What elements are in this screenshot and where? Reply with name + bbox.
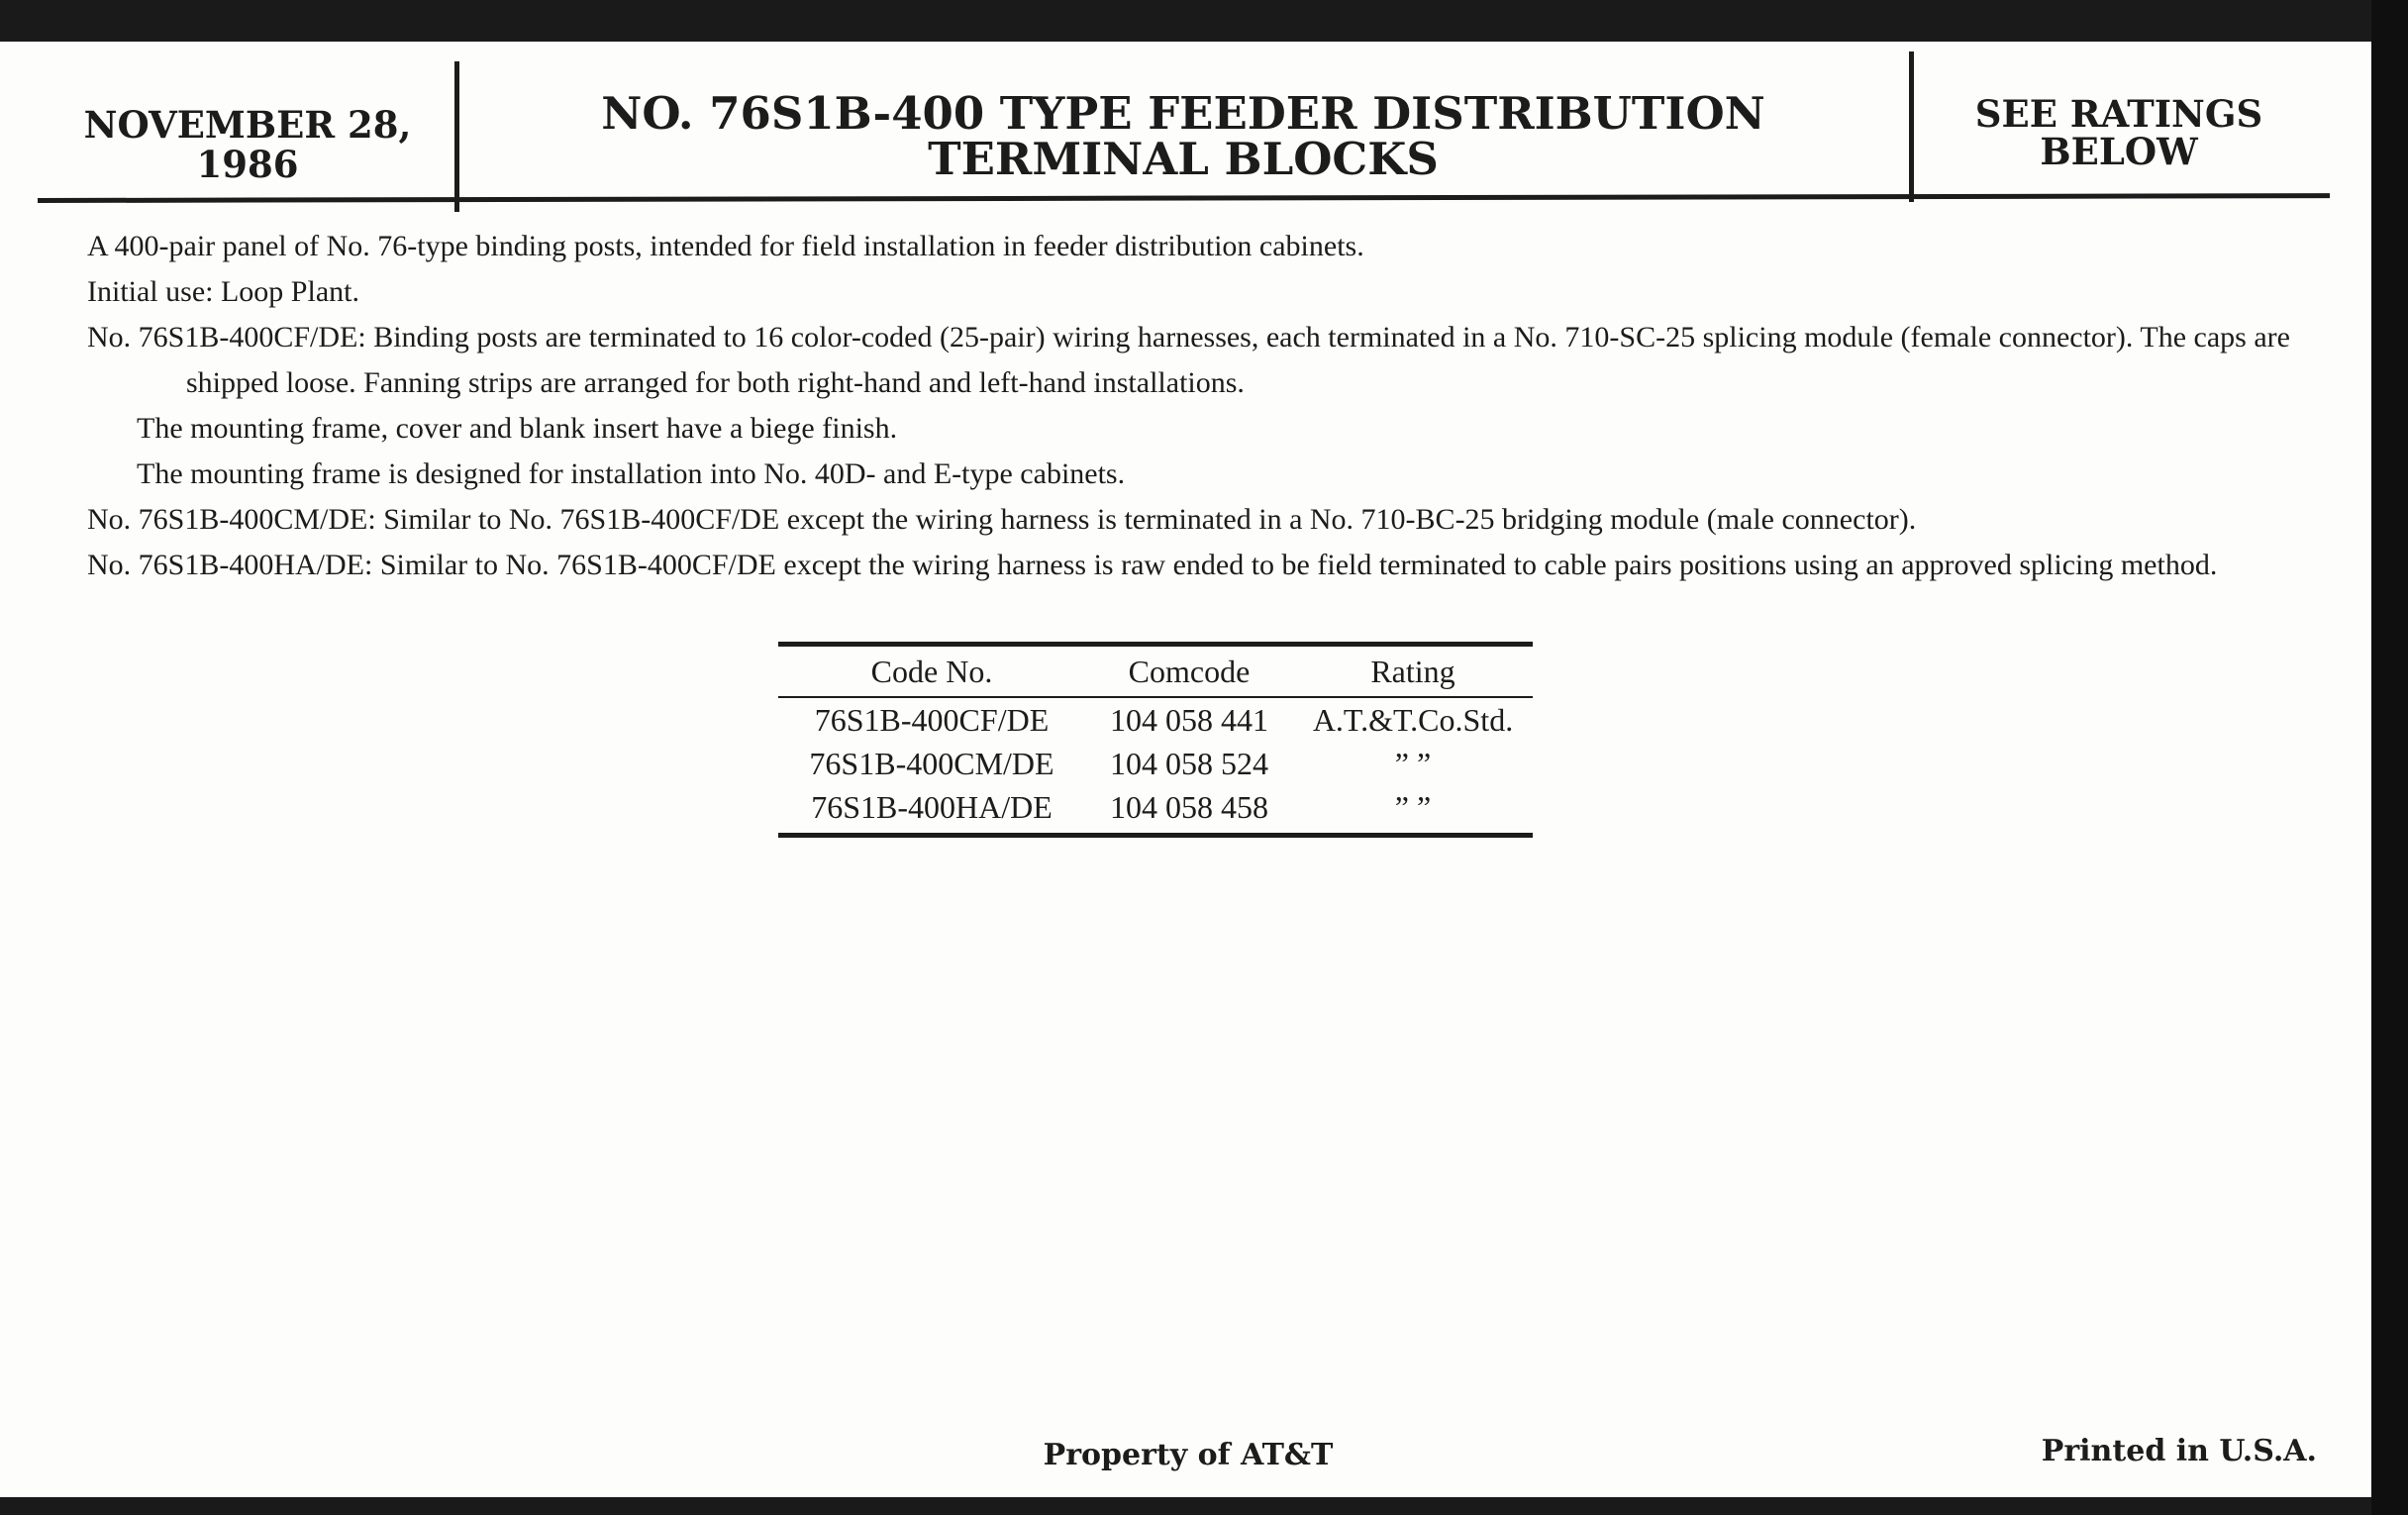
- description-cm: No. 76S1B-400CM/DE: Similar to No. 76S1B-400CF/DE except the wiring harness is terminated in a No. 710-BC-25 bridging module (male connector).: [87, 503, 1917, 536]
- footer-printed: Printed in U.S.A.: [2041, 1434, 2317, 1468]
- cell-code: 76S1B-400CF/DE: [814, 701, 1050, 738]
- footer-property: Property of AT&T: [1043, 1438, 1334, 1472]
- table-rule-bottom: [778, 833, 1533, 838]
- initial-use: Initial use: Loop Plant.: [87, 275, 359, 308]
- column-header-rating: Rating: [1370, 653, 1455, 689]
- header-rating: [1926, 92, 2312, 173]
- cell-rating: ” ”: [1394, 745, 1432, 781]
- cell-code: 76S1B-400HA/DE: [811, 788, 1053, 825]
- description-cf: No. 76S1B-400CF/DE: Binding posts are terminated to 16 color-coded (25-pair) wiring harnesses, each terminated in a No. 710-SC-25 splicing module (female connector). The caps are shipped loose. Fanning strips are arranged for both right-hand and left-hand installations.: [87, 321, 2290, 399]
- table-row: [778, 742, 1533, 785]
- cell-comcode: 104 058 524: [1110, 745, 1268, 781]
- cell-rating: ” ”: [1394, 788, 1432, 825]
- description-body: [87, 224, 2315, 588]
- column-header-comcode: Comcode: [1128, 653, 1251, 689]
- table-row: [778, 698, 1533, 742]
- header-date-line1: NOVEMBER 28,: [83, 103, 412, 147]
- header-divider-right: [1909, 51, 1914, 202]
- column-header-code: Code No.: [870, 653, 993, 689]
- cell-rating: A.T.&T.Co.Std.: [1312, 701, 1514, 738]
- header-rating-line1: SEE RATINGS: [1974, 92, 2263, 136]
- header-date: [59, 105, 436, 184]
- cell-comcode: 104 058 458: [1110, 788, 1268, 825]
- header-date-line2: 1986: [196, 143, 299, 186]
- description-intro: A 400-pair panel of No. 76-type binding posts, intended for field installation in feeder distribution cabinets.: [87, 230, 1364, 262]
- page-title: [475, 87, 1891, 185]
- table-row: [778, 785, 1533, 829]
- page-title-line1: NO. 76S1B-400 TYPE FEEDER DISTRIBUTION: [601, 87, 1765, 140]
- scan-edge: [2371, 0, 2408, 1515]
- ratings-table: [778, 642, 1533, 838]
- description-finish: The mounting frame, cover and blank insert have a biege finish.: [137, 412, 898, 445]
- page-title-line2: TERMINAL BLOCKS: [928, 133, 1439, 185]
- cell-code: 76S1B-400CM/DE: [809, 745, 1054, 781]
- description-mounting: The mounting frame is designed for installation into No. 40D- and E-type cabinets.: [137, 457, 1126, 490]
- header-rating-line2: BELOW: [2040, 130, 2198, 173]
- description-ha: No. 76S1B-400HA/DE: Similar to No. 76S1B-400CF/DE except the wiring harness is raw ended to be field terminated to cable pairs positions using an approved splicing method.: [87, 549, 2218, 581]
- cell-comcode: 104 058 441: [1110, 701, 1268, 738]
- header-divider-left: [454, 61, 459, 212]
- table-header-row: [778, 647, 1533, 696]
